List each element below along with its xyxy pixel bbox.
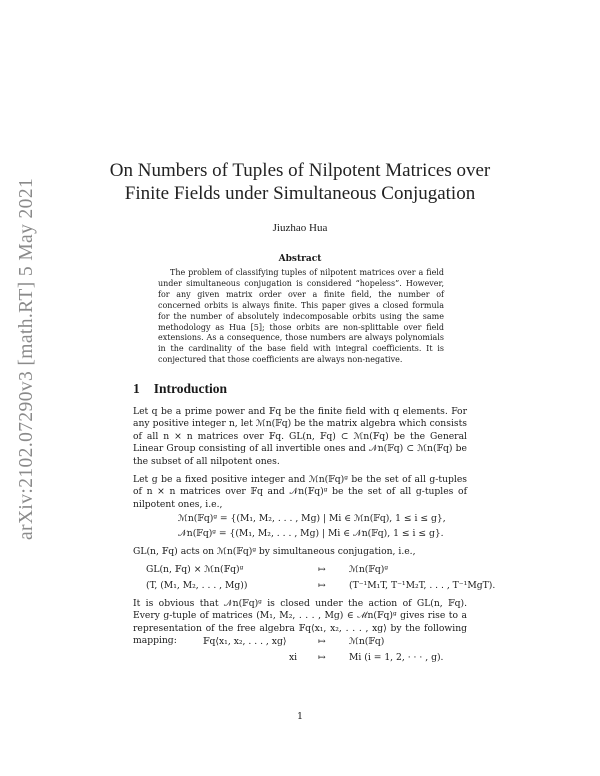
paper-title xyxy=(100,159,500,205)
equation-3-row-1-arrow: ↦ xyxy=(318,636,326,647)
equation-1-line-1: ℳn(𝔽q)ᵍ = {(M₁, M₂, . . . , Mg) | Mi ∈ ℳn(𝔽q), 1 ≤ i ≤ g}, xyxy=(178,513,446,524)
paragraph-4 xyxy=(133,598,467,648)
paragraph-2-text: Let g be a fixed positive integer and ℳn(𝔽q)ᵍ be the set of all g-tuples of n × n matrices over 𝔽q and 𝒩n(𝔽q)ᵍ be the set of all g-tuples of nilpotent ones, i.e., xyxy=(133,474,467,510)
equation-1-line-2: 𝒩n(𝔽q)ᵍ = {(M₁, M₂, . . . , Mg) | Mi ∈ 𝒩n(𝔽q), 1 ≤ i ≤ g}. xyxy=(178,528,444,539)
abstract-body xyxy=(158,268,444,366)
paragraph-3 xyxy=(133,546,467,558)
paragraph-3-text: GL(n, 𝔽q) acts on ℳn(𝔽q)ᵍ by simultaneous conjugation, i.e., xyxy=(133,546,416,557)
paragraph-1-text: Let q be a prime power and 𝔽q be the finite field with q elements. For any positive integer n, let ℳn(𝔽q) be the matrix algebra which consists of all n × n matrices over 𝔽q. GL(n, 𝔽q) ⊂ ℳn(𝔽q) be the General Linear Group consisting of all invertible ones and 𝒩n(𝔽q) ⊂ ℳn(𝔽q) be the subset of all nilpotent ones. xyxy=(133,406,467,467)
paragraph-4-text: It is obvious that 𝒩n(𝔽q)ᵍ is closed under the action of GL(n, 𝔽q). Every g-tuple of matrices (M₁, M₂, . . . , Mg) ∈ ℳn(𝔽q)ᵍ gives rise to a representation of the free algebra 𝔽q⟨x₁, x₂, . . . , xg⟩ by the following mapping: xyxy=(133,598,467,647)
section-number: 1 xyxy=(133,381,140,396)
section-heading xyxy=(133,381,227,397)
paragraph-1 xyxy=(133,406,467,468)
equation-3-row-2-arrow: ↦ xyxy=(318,652,326,663)
title-line-1: On Numbers of Tuples of Nilpotent Matrices over xyxy=(109,160,491,181)
section-title: Introduction xyxy=(153,381,228,396)
equation-2-row-2-arrow: ↦ xyxy=(318,580,326,591)
equation-2-row-1-right: ℳn(𝔽q)ᵍ xyxy=(349,564,388,575)
author-name: Jiuzhao Hua xyxy=(272,222,328,234)
abstract-heading: Abstract xyxy=(278,254,322,264)
equation-3-row-2-right: Mi (i = 1, 2, · · · , g). xyxy=(349,652,444,663)
equation-2-row-2-right: (T⁻¹M₁T, T⁻¹M₂T, . . . , T⁻¹MgT). xyxy=(349,580,496,591)
title-line-2: Finite Fields under Simultaneous Conjugation xyxy=(124,183,476,204)
paragraph-2 xyxy=(133,474,467,511)
abstract-text: The problem of classifying tuples of nilpotent matrices over a field under simultaneous conjugation is considered “hopeless”. However, for any given matrix order over a finite field, the number of concerned orbits is always finite. This paper gives a closed formula for the number of absolutely indecomposable orbits using the same methodology as Hua [5]; those orbits are non-splittable over field extensions. As a consequence, those numbers are always polynomials in the cardinality of the base field with integral coefficients. It is conjectured that those coefficients are always non-negative. xyxy=(158,268,444,365)
page-number: 1 xyxy=(296,711,304,722)
arxiv-identifier: arXiv:2102.07290v3 [math.RT] 5 May 2021 xyxy=(16,177,37,540)
equation-2-row-2-left: (T, (M₁, M₂, . . . , Mg)) xyxy=(146,580,248,591)
equation-2-row-1-left: GL(n, 𝔽q) × ℳn(𝔽q)ᵍ xyxy=(146,564,244,575)
equation-3-row-2-left: xi xyxy=(289,652,298,663)
equation-3-row-1-right: ℳn(𝔽q) xyxy=(349,636,385,647)
equation-3-row-1-left: 𝔽q⟨x₁, x₂, . . . , xg⟩ xyxy=(203,636,287,647)
equation-2-row-1-arrow: ↦ xyxy=(318,564,326,575)
